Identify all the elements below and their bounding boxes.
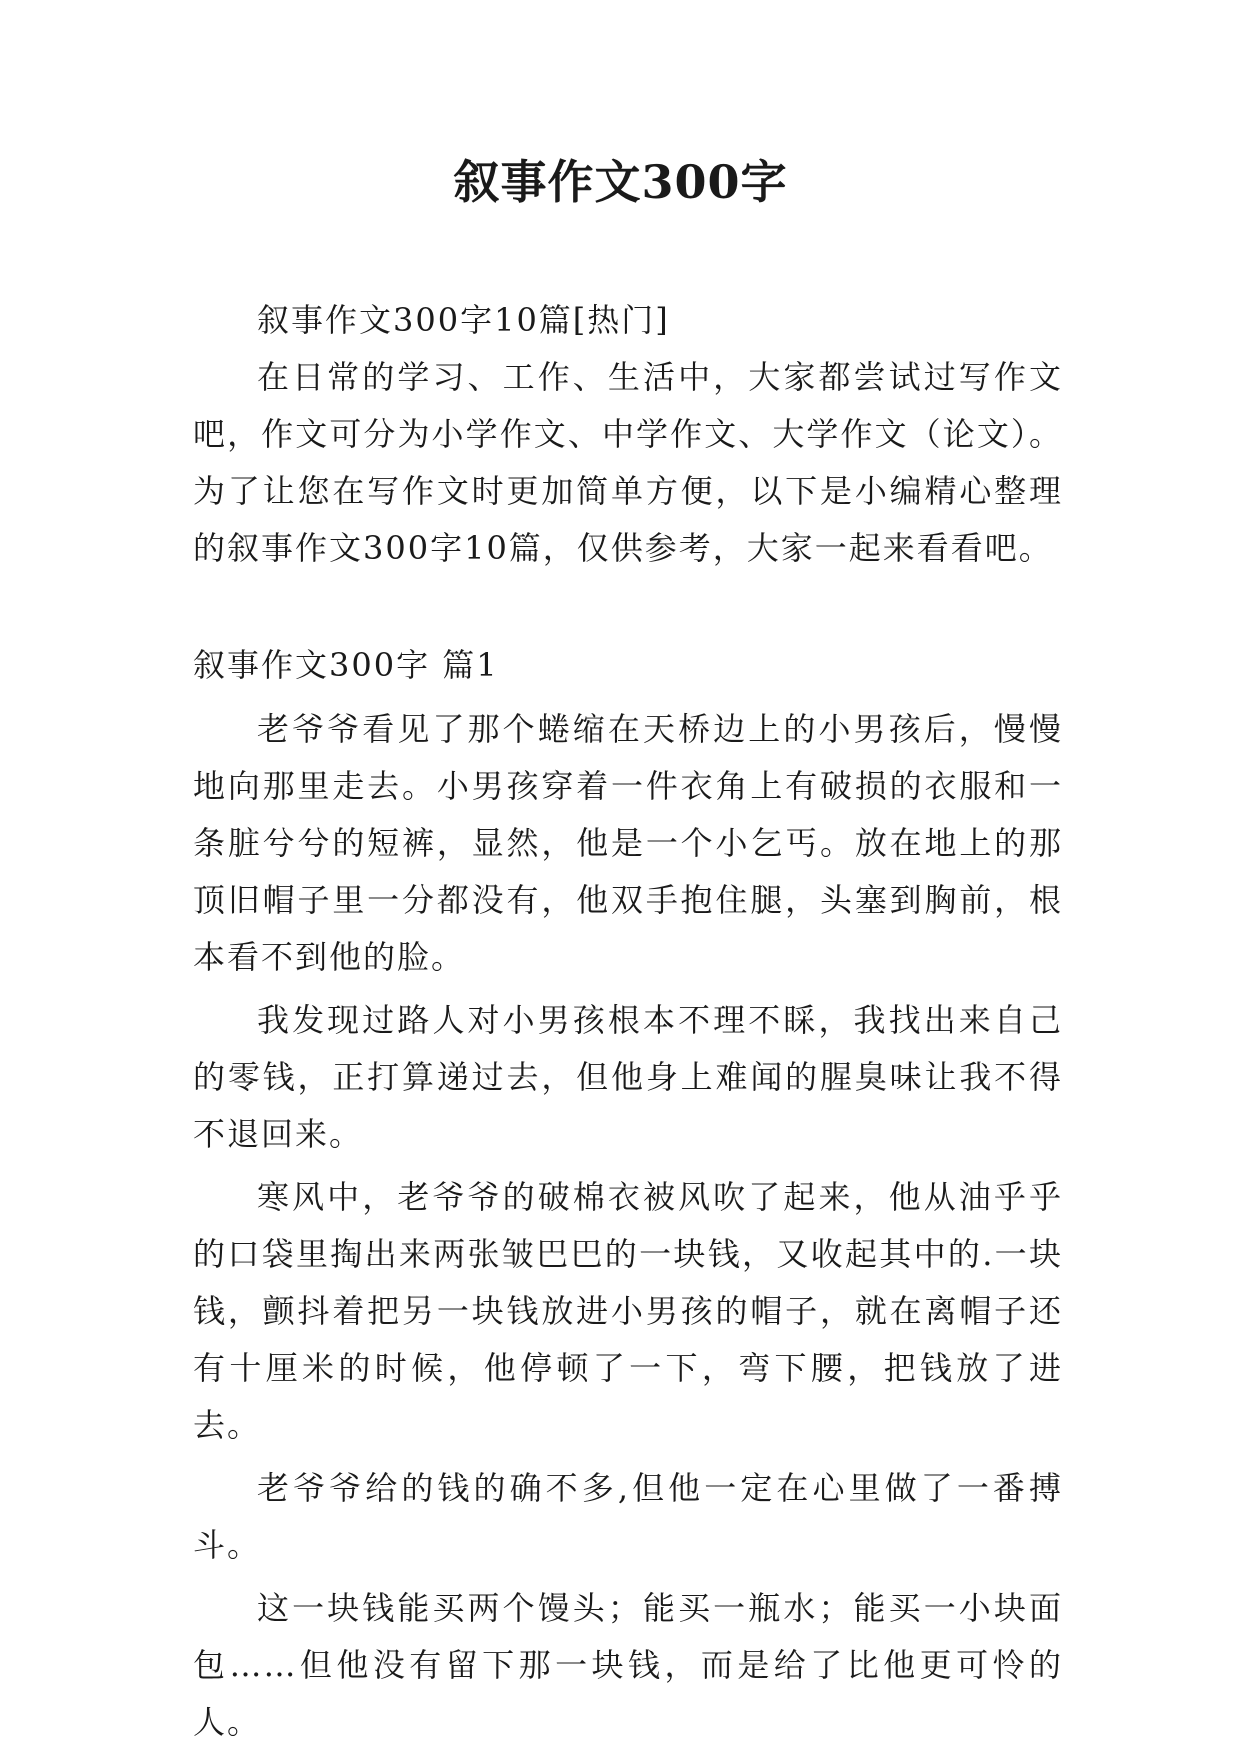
essay-section-1: [193, 637, 1063, 1751]
section-paragraph-5: 这一块钱能买两个馒头；能买一瓶水；能买一小块面包……但他没有留下那一块钱，而是给了比他更可怜的人。: [193, 1589, 1063, 1741]
section-paragraph-1: 老爷爷看见了那个蜷缩在天桥边上的小男孩后，慢慢地向那里走去。小男孩穿着一件衣角上有破损的衣服和一条脏兮兮的短裤，显然，他是一个小乞丐。放在地上的那顶旧帽子里一分都没有，他双手抱住腿，头塞到胸前，根本看不到他的脸。: [193, 710, 1063, 976]
section-heading: 叙事作文300字 篇1: [193, 646, 499, 684]
section-paragraph-2: 我发现过路人对小男孩根本不理不睬，我找出来自己的零钱，正打算递过去，但他身上难闻的腥臭味让我不得不退回来。: [193, 1001, 1063, 1153]
document-title: 叙事作文300字: [453, 155, 788, 209]
section-paragraph-4: 老爷爷给的钱的确不多,但他一定在心里做了一番搏斗。: [193, 1469, 1063, 1564]
intro-heading: 叙事作文300字10篇[热门]: [257, 301, 670, 339]
section-paragraph-3: 寒风中，老爷爷的破棉衣被风吹了起来，他从油乎乎的口袋里掏出来两张皱巴巴的一块钱，又收起其中的.一块钱，颤抖着把另一块钱放进小男孩的帽子，就在离帽子还有十厘米的时候，他停顿了一下，弯下腰，把钱放了进去。: [193, 1178, 1063, 1444]
intro-section: [193, 292, 1063, 577]
intro-paragraph: 在日常的学习、工作、生活中，大家都尝试过写作文吧，作文可分为小学作文、中学作文、大学作文（论文）。为了让您在写作文时更加简单方便，以下是小编精心整理的叙事作文300字10篇，仅供参考，大家一起来看看吧。: [193, 358, 1063, 567]
